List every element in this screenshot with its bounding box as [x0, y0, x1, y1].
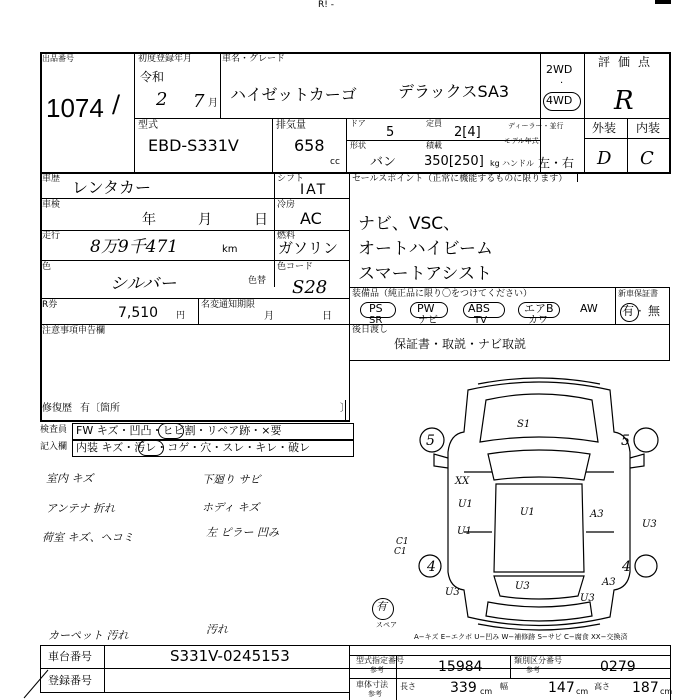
- type-number-ref: 参考: [370, 666, 384, 674]
- length-value: 339: [450, 680, 477, 696]
- hw-note-2: アンテナ 折れ: [46, 502, 116, 515]
- rating-ext-value: D: [597, 148, 612, 169]
- category-label: 類別区分番号: [514, 656, 562, 665]
- repair-value: 有〔箇所: [80, 403, 120, 414]
- shift-label: シフト: [277, 174, 305, 184]
- width-value: 147: [548, 680, 575, 696]
- recycle-value: 7,510: [118, 305, 159, 321]
- doors-value: 5: [386, 125, 395, 140]
- dealer-label: ディーラー・並行: [508, 122, 564, 130]
- rating-value: R: [614, 86, 634, 116]
- category-value: 0279: [600, 659, 636, 675]
- recycle-unit: 円: [176, 311, 186, 321]
- displacement-unit: cc: [330, 157, 340, 167]
- drive-4wd: 4WD: [546, 94, 573, 107]
- chassis-value: S331V-0245153: [170, 647, 290, 665]
- shift-value: IAT: [300, 182, 328, 198]
- inspection-day: 日: [254, 212, 268, 228]
- car-name: ハイゼットカーゴ: [230, 85, 357, 104]
- selling-point-3: スマートアシスト: [358, 264, 492, 284]
- inspection-year: 年: [142, 212, 156, 228]
- mark-a3-right: A3: [590, 509, 604, 520]
- type-number-label: 型式指定番号: [356, 656, 404, 665]
- outer-right-border: [669, 52, 671, 174]
- mark-xx: XX: [455, 476, 470, 487]
- hw-note-6: 左 ピラー 凹み: [206, 526, 279, 539]
- capacity-value: 2[4]: [454, 125, 481, 140]
- mark-u1-lower: U1: [457, 526, 472, 537]
- first-reg-label: 初度登録年月: [138, 54, 193, 64]
- registration-label: 登録番号: [48, 674, 92, 687]
- hw-note-3: 荷室 キズ、ヘコミ: [42, 531, 134, 544]
- width-label: 幅: [500, 682, 508, 691]
- selling-points-label: セールスポイント（正常に機能するものに限ります）: [352, 174, 568, 184]
- corner-mark: [655, 0, 671, 4]
- chassis-label: 車台番号: [48, 650, 92, 663]
- rating-label: 評価点: [598, 55, 659, 69]
- notes-label: 注意事項申告欄: [42, 326, 106, 336]
- doors-label: ドア: [350, 119, 366, 128]
- body-value: バン: [370, 155, 397, 170]
- handle-label: ハンドル: [502, 159, 534, 168]
- length-unit: cm: [480, 687, 493, 696]
- mark-4-right: 4: [622, 559, 631, 575]
- dims-label: 車体寸法: [356, 680, 388, 689]
- equipment-navi: ナビ: [418, 315, 438, 326]
- notation-label: 記入欄: [40, 442, 68, 452]
- ac-label: 冷房: [277, 200, 296, 210]
- equipment-label: 装備品（純正品に限り〇をつけてください）: [352, 289, 533, 299]
- rating-int-label: 内装: [636, 121, 661, 135]
- mark-s1: S1: [517, 419, 531, 430]
- mark-u3-rear: U3: [515, 581, 530, 592]
- inspection-label: 車検: [42, 200, 61, 210]
- transfer-deadline-label: 名変通知期限: [201, 300, 256, 310]
- color-label: 色: [42, 262, 52, 272]
- displacement-value: 658: [294, 136, 325, 155]
- mark-5-left: 5: [426, 433, 435, 449]
- after-install-label: 後日渡し: [352, 325, 389, 335]
- first-reg-era: 令和: [140, 70, 165, 84]
- hw-note-8: 汚れ: [206, 623, 228, 636]
- transfer-month: 月: [264, 311, 274, 322]
- history-label: 車歴: [42, 174, 61, 184]
- corner-scribble: [20, 668, 50, 700]
- warranty-no: 無: [648, 304, 661, 318]
- first-reg-month-unit: 月: [208, 98, 218, 109]
- top-mark: R! -: [318, 0, 334, 10]
- car-grade: デラックスSA3: [398, 82, 510, 101]
- inspection-month: 月: [198, 212, 212, 228]
- repair-close: 〕: [340, 403, 350, 414]
- mark-u3-rear-right: U3: [580, 593, 595, 604]
- equipment-sr: SR: [369, 315, 383, 326]
- displacement-label: 排気量: [276, 120, 306, 131]
- category-ref: 参考: [526, 666, 540, 674]
- handle-value: 左・右: [538, 156, 575, 170]
- height-label: 高さ: [594, 682, 610, 691]
- height-value: 187: [632, 680, 659, 696]
- after-install-value: 保証書・取説・ナビ取説: [394, 337, 527, 351]
- mark-5-right: 5: [621, 433, 630, 449]
- selling-point-1: ナビ、VSC、: [358, 214, 461, 234]
- color-code-label: 色コード: [277, 262, 314, 272]
- drive-2wd: 2WD: [546, 63, 573, 76]
- diagram-legend: A−キズ E−エクボ U−凹み W−補修跡 S−サビ C−腐食 XX−交換済: [414, 633, 628, 641]
- spare-label: スペア: [376, 621, 397, 629]
- mark-u1-center: U1: [520, 507, 535, 518]
- equipment-tv: TV: [474, 315, 487, 326]
- mileage-unit: km: [222, 244, 238, 255]
- ac-value: AC: [300, 209, 322, 228]
- hw-note-5: ホディ キズ: [202, 501, 260, 514]
- type-number-value: 15984: [438, 659, 483, 675]
- mileage-label: 走行: [42, 231, 61, 241]
- load-unit: kg: [490, 159, 500, 168]
- recycle-label: R券: [42, 300, 58, 310]
- capacity-label: 定員: [426, 119, 442, 128]
- equipment-abs: ABS: [468, 302, 490, 315]
- mark-u3-rear-left: U3: [445, 587, 460, 598]
- notation-circle: [138, 440, 164, 456]
- body-label: 形状: [350, 141, 366, 150]
- color-change-label: 色替: [248, 276, 267, 286]
- inspector-items: FW キズ・凹凸・ヒビ割・リペア跡・×要: [76, 424, 282, 437]
- fuel-label: 燃料: [277, 231, 296, 241]
- inspector-label: 検査員: [40, 425, 68, 435]
- fuel-value: ガソリン: [278, 239, 339, 257]
- equipment-aw: AW: [580, 302, 598, 315]
- length-label: 長さ: [400, 682, 416, 691]
- width-unit: cm: [576, 687, 589, 696]
- first-reg-year: 2: [156, 89, 168, 110]
- equipment-leather: カワ: [528, 315, 548, 326]
- load-value: 350[250]: [424, 154, 484, 169]
- inspector-circle: [158, 423, 184, 439]
- equipment-airbag: エアB: [524, 302, 554, 315]
- mark-4-left: 4: [427, 559, 436, 575]
- selling-point-2: オートハイビーム: [358, 239, 493, 259]
- warranty-yes: 有: [622, 304, 635, 318]
- lot-label: 出品番号: [42, 54, 74, 63]
- mark-c1-b: C1: [394, 547, 407, 557]
- mark-u1-left: U1: [458, 499, 473, 510]
- drive-separator: ·: [560, 78, 564, 89]
- warranty-separator: ·: [638, 304, 642, 318]
- hw-note-7: カーペット 汚れ: [48, 629, 129, 642]
- history-value: レンタカー: [72, 178, 151, 197]
- handwritten-slash: /: [112, 90, 121, 118]
- repair-label: 修復歴: [42, 403, 72, 414]
- model-label: 型式: [138, 120, 158, 131]
- lot-number: 1074: [46, 93, 104, 123]
- hw-note-1: 室内 キズ: [46, 472, 94, 485]
- car-name-label: 車名・グレード: [222, 54, 286, 64]
- load-label: 積載: [426, 141, 442, 150]
- model-year-label: モデル年式: [504, 137, 539, 145]
- mileage-value: 8万9千471: [90, 237, 179, 257]
- transfer-day: 日: [322, 311, 332, 322]
- hw-note-4: 下廻り サビ: [202, 473, 261, 486]
- notation-items: 内装 キズ・汚レ・コゲ・穴・スレ・キレ・破レ: [76, 441, 311, 454]
- mark-spare-yes: 有: [376, 600, 387, 613]
- equipment-pw: PW: [417, 302, 435, 315]
- model-value: EBD-S331V: [148, 136, 239, 155]
- equipment-ps: PS: [369, 302, 383, 315]
- dims-ref: 参考: [368, 690, 382, 698]
- mark-c1-a: C1: [396, 537, 409, 547]
- warranty-label: 新車保証書: [618, 289, 658, 298]
- rating-ext-label: 外装: [592, 121, 617, 135]
- color-code: S28: [292, 277, 328, 298]
- first-reg-month: 7: [193, 91, 205, 112]
- mark-a3-rear: A3: [602, 577, 616, 588]
- rating-int-value: C: [640, 148, 654, 169]
- mark-u3-far-right: U3: [642, 519, 657, 530]
- color-value: シルバー: [110, 274, 177, 294]
- height-unit: cm: [660, 687, 673, 696]
